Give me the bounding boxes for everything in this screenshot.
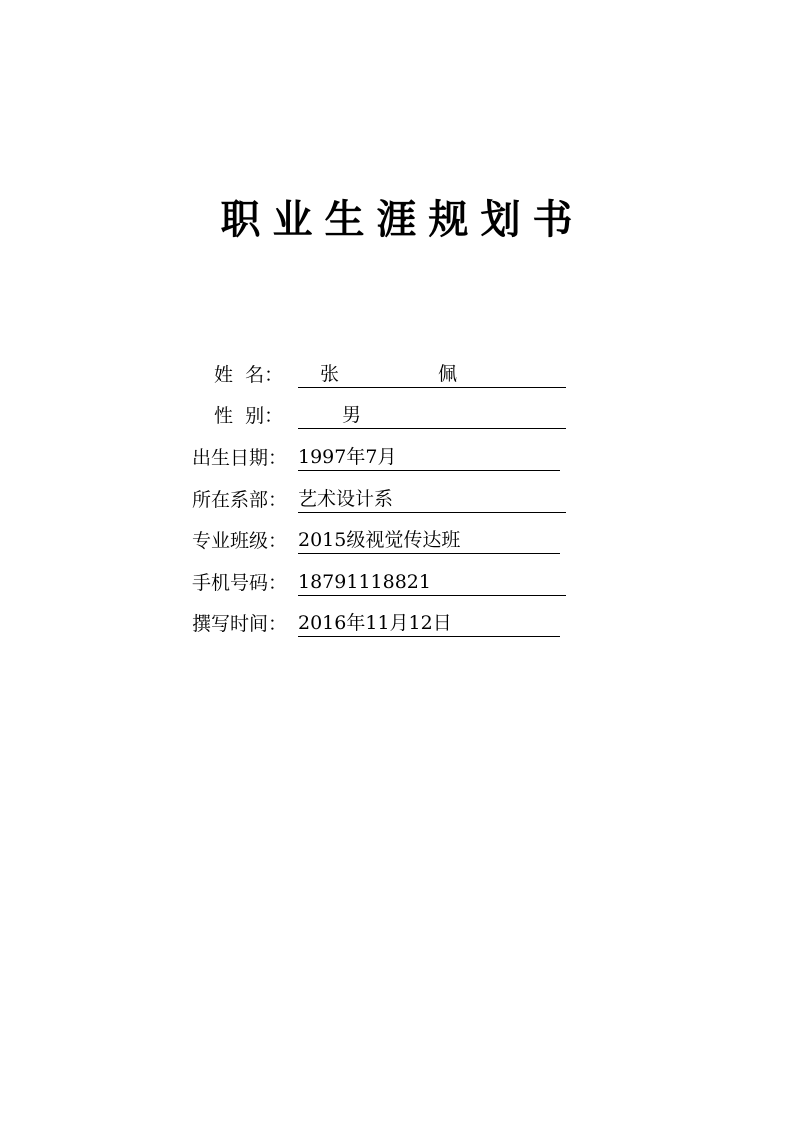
major-class-value: 2015级视觉传达班 xyxy=(298,529,461,551)
gender-row xyxy=(192,403,566,429)
phone-value: 18791118821 xyxy=(298,571,431,593)
department-label: 所在系部： xyxy=(192,489,288,511)
birth-date-value: 1997年7月 xyxy=(298,446,397,468)
major-class-field xyxy=(298,527,560,554)
phone-field xyxy=(298,569,566,596)
gender-label: 性 别： xyxy=(214,405,284,427)
phone-label: 手机号码： xyxy=(192,572,288,594)
department-field xyxy=(298,486,566,513)
gender-field xyxy=(298,402,566,429)
major-class-label: 专业班级： xyxy=(192,530,288,552)
birth-date-field xyxy=(298,444,560,471)
name-label: 姓 名： xyxy=(214,364,284,386)
page-title: 职业生涯规划书 xyxy=(220,197,585,243)
major-class-row xyxy=(192,528,560,554)
birth-date-label: 出生日期： xyxy=(192,447,288,469)
name-value-given: 佩 xyxy=(438,363,458,385)
written-date-label: 撰写时间： xyxy=(192,613,288,635)
department-value: 艺术设计系 xyxy=(298,488,394,510)
birth-date-row xyxy=(192,445,560,471)
gender-value: 男 xyxy=(342,404,362,426)
name-row xyxy=(192,362,566,388)
written-date-row xyxy=(192,611,560,637)
written-date-field xyxy=(298,610,560,637)
written-date-value: 2016年11月12日 xyxy=(298,612,452,634)
name-field xyxy=(298,361,566,388)
department-row xyxy=(192,487,566,513)
phone-row xyxy=(192,570,566,596)
name-value-surname: 张 xyxy=(320,363,340,385)
